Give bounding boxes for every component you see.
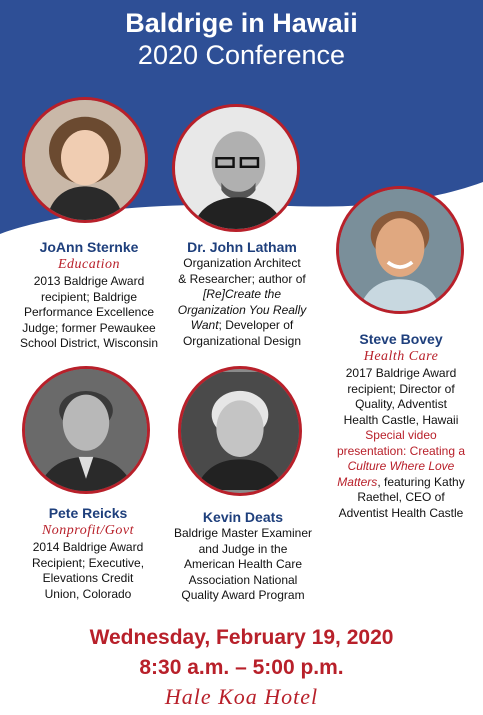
photo-steve-bovey (336, 186, 464, 314)
photo-joann-sternke (22, 97, 148, 223)
photo-kevin-deats (178, 366, 302, 496)
speaker-name: Steve Bovey (359, 331, 443, 347)
event-venue: Hale Koa Hotel (164, 684, 319, 709)
speaker-field: Education (57, 257, 121, 272)
portrait-icon (339, 189, 461, 311)
speaker-bio: 2013 Baldrige Award recipient; Baldrige Performance Excellence Judge; former Pewaukee School District, Wisconsin (19, 274, 159, 350)
speaker-bio: Organization Architect & Researcher; author of [Re]Create the Organization You Really Want; Developer of Organizational Design (177, 256, 307, 348)
speaker-bio: 2017 Baldrige Award recipient; Director of Quality, Adventist Health Castle, Hawaii Special video presentation: Creating a Culture Where Love Matters, featuring Kathy Raethel, CEO of Adventist Health Castle (336, 366, 466, 520)
speaker-joann-sternke (6, 238, 172, 352)
speaker-name: Kevin Deats (202, 509, 284, 525)
speaker-name: Dr. John Latham (187, 239, 297, 255)
event-time: 8:30 a.m. – 5:00 p.m. (139, 656, 344, 679)
photo-john-latham (172, 104, 300, 232)
portrait-icon (25, 369, 147, 491)
conference-title: Baldrige in Hawaii (125, 8, 358, 38)
portrait-icon (25, 100, 145, 220)
speaker-bio: Baldrige Master Examiner and Judge in the American Health Care Association National Quality Award Program (173, 526, 313, 602)
portrait-icon (175, 107, 297, 229)
event-date: Wednesday, February 19, 2020 (89, 626, 394, 649)
speaker-name: Pete Reicks (48, 505, 128, 521)
speaker-bio: 2014 Baldrige Award Recipient; Executive, Elevations Credit Union, Colorado (31, 540, 145, 601)
portrait-icon (181, 369, 299, 493)
speaker-kevin-deats (164, 508, 322, 604)
conference-subtitle: 2020 Conference (137, 40, 346, 70)
speaker-john-latham (166, 238, 318, 349)
speaker-field: Nonprofit/Govt (41, 523, 135, 538)
speaker-pete-reicks (8, 504, 168, 602)
speaker-name: JoAnn Sternke (39, 239, 139, 255)
photo-pete-reicks (22, 366, 150, 494)
speaker-steve-bovey (322, 330, 480, 521)
speaker-field: Health Care (363, 349, 439, 364)
